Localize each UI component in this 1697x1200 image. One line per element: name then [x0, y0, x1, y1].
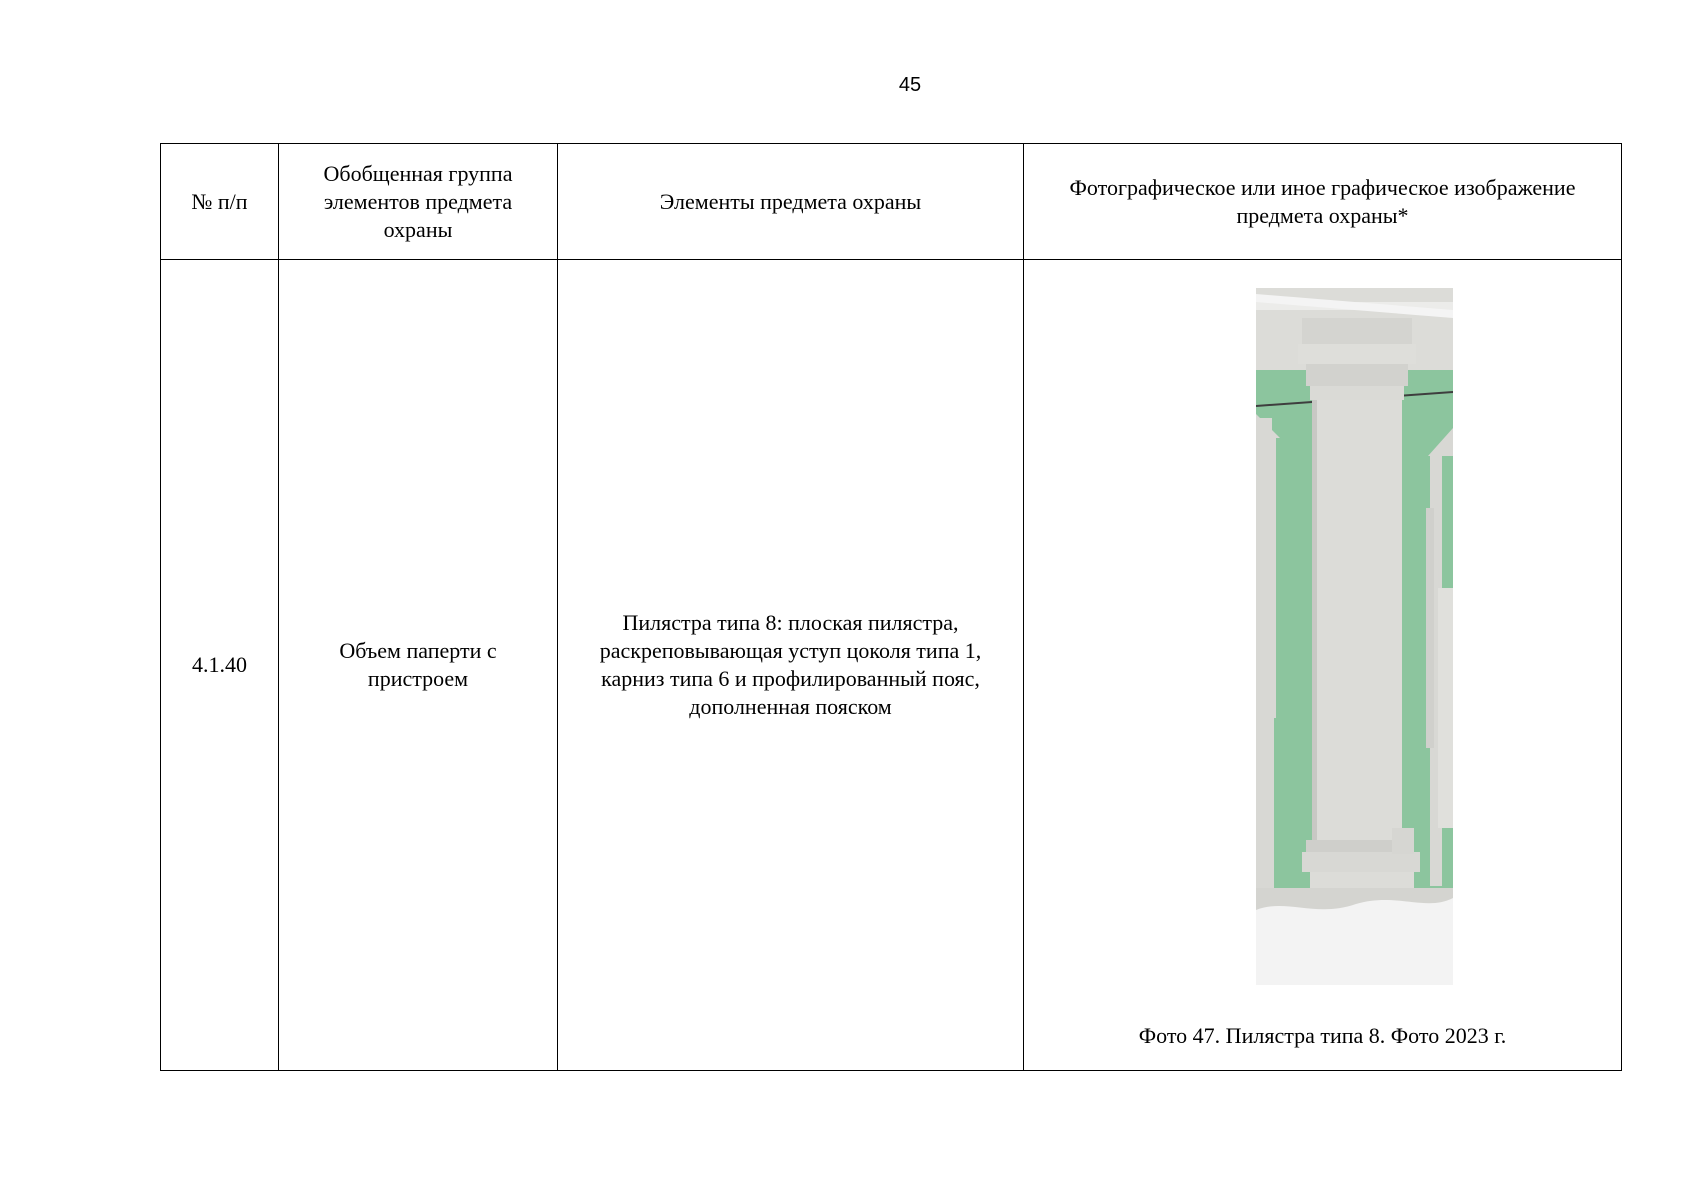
photo-caption: Фото 47. Пилястра типа 8. Фото 2023 г. [1138, 1023, 1507, 1048]
header-image: Фотографическое или иное графическое изображение предмета охраны* [1024, 144, 1622, 260]
pilaster-photo [1256, 288, 1453, 985]
cell-element: Пилястра типа 8: плоская пилястра, раскреповывающая уступ цоколя типа 1, карниз типа 6 и профилированный пояс, дополненная пояском [558, 260, 1024, 1071]
table-header-row [161, 144, 1622, 260]
cell-group: Объем паперти с пристроем [279, 260, 558, 1071]
header-elements: Элементы предмета охраны [558, 144, 1024, 260]
page-number: 45 [898, 74, 922, 96]
pilaster-photo-drawing [1256, 288, 1453, 985]
cell-number: 4.1.40 [161, 260, 279, 1071]
header-group: Обобщенная группа элементов предмета охраны [279, 144, 558, 260]
header-number: № п/п [161, 144, 279, 260]
table-row [161, 260, 1622, 1071]
protection-table [160, 143, 1622, 1071]
cell-image [1024, 260, 1622, 1071]
